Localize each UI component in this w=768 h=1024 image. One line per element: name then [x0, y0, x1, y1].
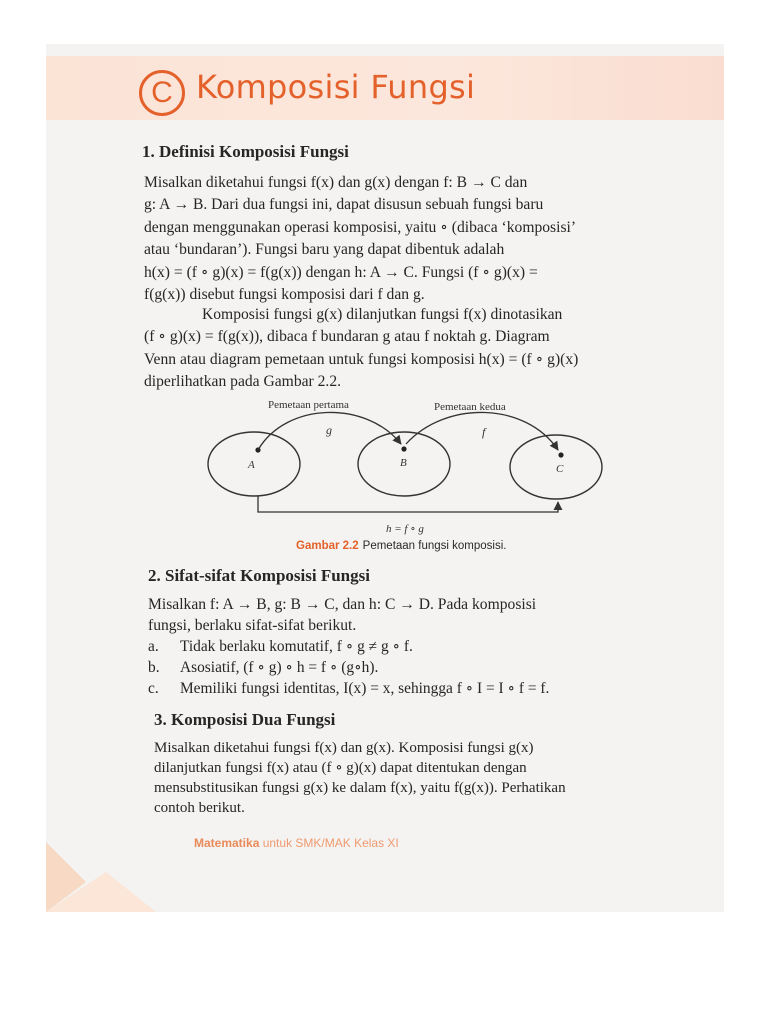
footer-rest: untuk SMK/MAK Kelas XI: [259, 836, 399, 850]
section-letter-badge: [139, 70, 185, 116]
text-line: mensubstitusikan fungsi g(x) ke dalam f(x), yaitu f(g(x)). Perhatikan: [154, 780, 566, 796]
text-line: f(g(x)) disebut fungsi komposisi dari f dan g.: [144, 286, 425, 304]
label-second-mapping: Pemetaan kedua: [434, 401, 506, 413]
text-line: dilanjutkan fungsi f(x) atau (f ∘ g)(x) dapat ditentukan dengan: [154, 760, 527, 776]
label-g: g: [326, 423, 332, 437]
page-title: Komposisi Fungsi: [196, 68, 476, 106]
text-line: Venn atau diagram pemetaan untuk fungsi komposisi h(x) = (f ∘ g)(x): [144, 350, 579, 368]
list-item: [148, 636, 708, 657]
section1-paragraph2: [144, 304, 704, 394]
list-item: [148, 657, 708, 678]
point-c: [558, 452, 563, 457]
section2-heading: 2. Sifat-sifat Komposisi Fungsi: [148, 566, 370, 585]
list-text: Tidak berlaku komutatif, f ∘ g ≠ g ∘ f.: [180, 638, 413, 655]
section1-heading: 1. Definisi Komposisi Fungsi: [142, 142, 349, 161]
text-line: diperlihatkan pada Gambar 2.2.: [144, 373, 342, 391]
figure-caption-label: Gambar 2.2: [296, 540, 359, 552]
text-line: fungsi, berlaku sifat-sifat berikut.: [148, 617, 357, 634]
text-line: h(x) = (f ∘ g)(x) = f(g(x)) dengan h: A → C. Fungsi (f ∘ g)(x) =: [144, 263, 538, 281]
list-text: Asosiatif, (f ∘ g) ∘ h = f ∘ (g∘h).: [180, 659, 379, 676]
label-f: f: [482, 425, 486, 439]
figure-caption-text: Pemetaan fungsi komposisi.: [362, 540, 507, 552]
footer-bold: Matematika: [194, 836, 260, 850]
book-page: [46, 44, 724, 912]
text-line: dengan menggunakan operasi komposisi, yaitu ∘ (dibaca ‘komposisi’: [144, 218, 577, 236]
text-line: atau ‘bundaran’). Fungsi baru yang dapat dibentuk adalah: [144, 241, 505, 259]
properties-list: [148, 636, 708, 699]
label-set-b: B: [400, 457, 407, 469]
label-h: h = f ∘ g: [386, 523, 424, 535]
section2-intro: [148, 594, 708, 636]
section-letter: C: [151, 76, 173, 109]
list-text: Memiliki fungsi identitas, I(x) = x, sehingga f ∘ I = I ∘ f = f.: [180, 680, 550, 697]
text-line: g: A → B. Dari dua fungsi ini, dapat disusun sebuah fungsi baru: [144, 196, 544, 214]
label-set-a: A: [248, 459, 255, 471]
text-line: (f ∘ g)(x) = f(g(x)), dibaca f bundaran g atau f noktah g. Diagram: [144, 328, 550, 346]
section3-heading: 3. Komposisi Dua Fungsi: [154, 710, 336, 729]
text-line: Misalkan diketahui fungsi f(x) dan g(x). Komposisi fungsi g(x): [154, 740, 534, 756]
label-first-mapping: Pemetaan pertama: [268, 399, 349, 411]
list-marker: b.: [148, 659, 160, 676]
list-item: [148, 678, 708, 699]
text-line: contoh berikut.: [154, 800, 245, 816]
arrow-h: [258, 496, 558, 512]
section3-paragraph: [154, 738, 714, 818]
text-line: Misalkan f: A → B, g: B → C, dan h: C → D. Pada komposisi: [148, 596, 537, 613]
text-line: Misalkan diketahui fungsi f(x) dan g(x) dengan f: B → C dan: [144, 174, 528, 191]
page-footer: [194, 836, 399, 850]
list-marker: a.: [148, 638, 159, 655]
figure-caption: [296, 540, 506, 552]
point-b: [401, 446, 406, 451]
corner-decoration: [46, 822, 156, 912]
mapping-diagram: [196, 392, 616, 540]
list-marker: c.: [148, 680, 159, 697]
section1-paragraph1: [144, 172, 704, 306]
text-line: Komposisi fungsi g(x) dilanjutkan fungsi f(x) dinotasikan: [202, 306, 563, 323]
label-set-c: C: [556, 463, 564, 475]
